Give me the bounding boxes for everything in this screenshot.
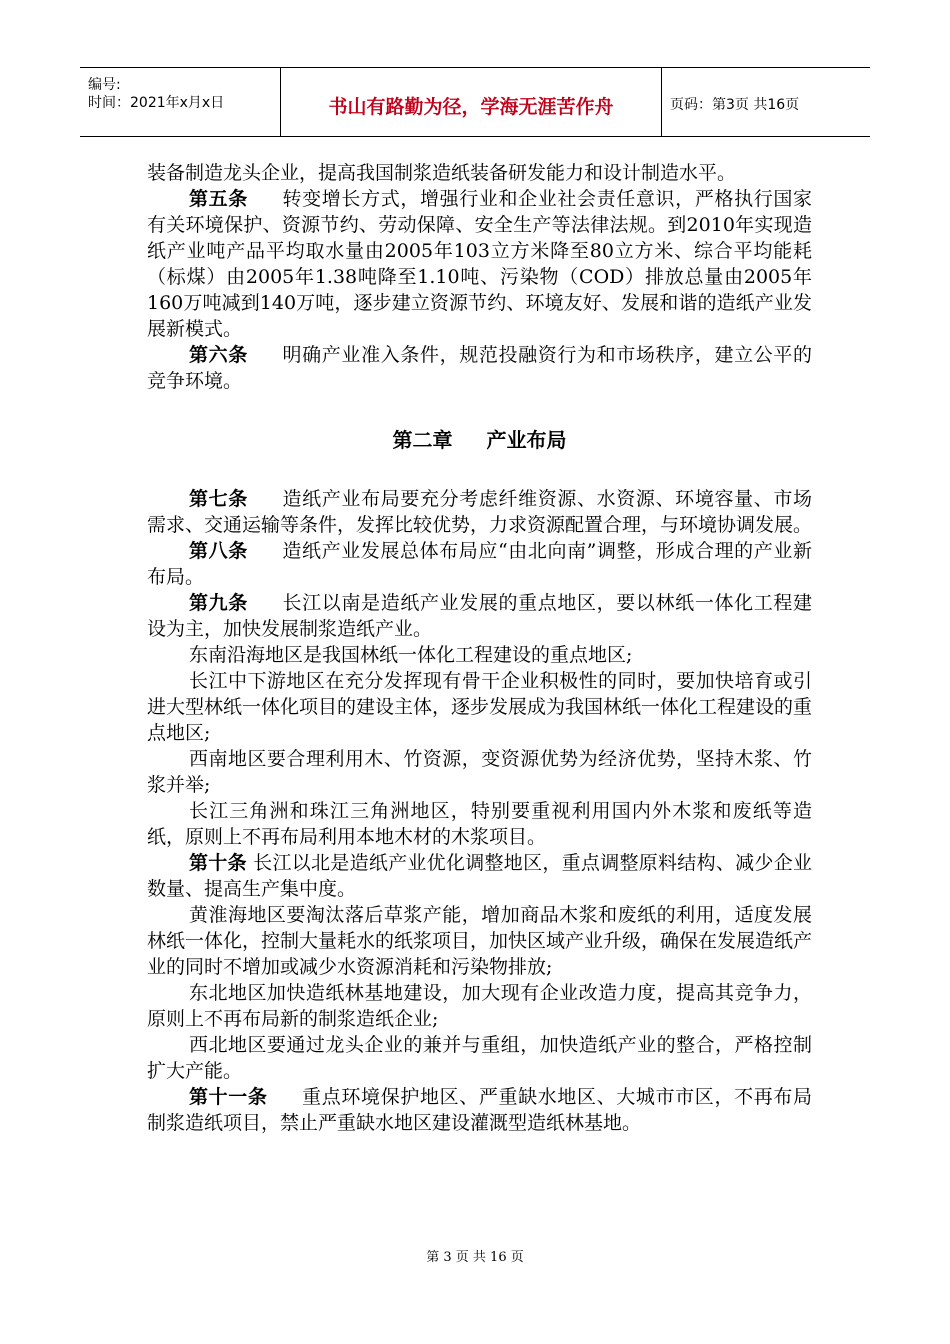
article-10-title: 第十条 — [189, 852, 247, 874]
header-motto-cell — [281, 68, 662, 136]
article-10-item-a: 黄淮海地区要淘汰落后草浆产能，增加商品木浆和废纸的利用，适度发展林纸一体化，控制大量耗水的纸浆项目，加快区域产业升级，确保在发展造纸产业的同时不增加或减少水资源消耗和污染物排放; — [147, 904, 813, 978]
article-6 — [147, 342, 812, 394]
article-8 — [147, 538, 812, 590]
article-6-title: 第六条 — [189, 344, 248, 366]
document-body — [147, 160, 812, 1136]
header-page-cell — [662, 68, 870, 136]
article-10-item-c: 西北地区要通过龙头企业的兼并与重组，加快造纸产业的整合，严格控制扩大产能。 — [147, 1034, 812, 1082]
document-number-label: 编号: — [88, 77, 121, 93]
page-header — [80, 67, 870, 137]
article-9-text: 长江以南是造纸产业发展的重点地区，要以林纸一体化工程建设为主，加快发展制浆造纸产业。 — [147, 592, 812, 640]
article-10-item-b: 东北地区加快造纸林基地建设，加大现有企业改造力度，提高其竞争力，原则上不再布局新的制浆造纸企业; — [147, 982, 812, 1030]
header-page-number: 页码：第3页 共16页 — [670, 97, 800, 113]
article-11-title: 第十一条 — [189, 1086, 268, 1108]
article-10-text: 长江以北是造纸产业优化调整地区，重点调整原料结构、减少企业数量、提高生产集中度。 — [147, 852, 812, 900]
article-7-title: 第七条 — [189, 488, 248, 510]
chapter-heading — [147, 424, 812, 453]
article-5-title: 第五条 — [189, 188, 248, 210]
article-10 — [147, 850, 812, 902]
article-8-title: 第八条 — [189, 540, 248, 562]
document-time-label: 时间：2021年x月x日 — [88, 95, 225, 111]
article-6-text: 明确产业准入条件，规范投融资行为和市场秩序，建立公平的竞争环境。 — [147, 344, 812, 392]
article-7 — [147, 486, 812, 538]
header-meta-cell — [80, 68, 281, 136]
chapter-title: 产业布局 — [486, 428, 567, 452]
continued-paragraph: 装备制造龙头企业，提高我国制浆造纸装备研发能力和设计制造水平。 — [147, 162, 737, 184]
chapter-number: 第二章 — [392, 428, 453, 452]
article-9-title: 第九条 — [189, 592, 248, 614]
article-9-item-a: 东南沿海地区是我国林纸一体化工程建设的重点地区; — [189, 644, 633, 666]
article-8-text: 造纸产业发展总体布局应“由北向南”调整，形成合理的产业新布局。 — [147, 540, 812, 588]
header-motto: 书山有路勤为径，学海无涯苦作舟 — [328, 96, 614, 118]
article-5-text: 转变增长方式，增强行业和企业社会责任意识，严格执行国家有关环境保护、资源节约、劳动保障、安全生产等法律法规。到2010年实现造纸产业吨产品平均取水量由2005年103立方米降至80立方米、综合平均能耗（标煤）由2005年1.38吨降至1.10吨、污染物（COD）排放总量由2005年160万吨减到140万吨，逐步建立资源节约、环境友好、发展和谐的造纸产业发展新模式。 — [147, 188, 812, 340]
article-9-item-b: 长江中下游地区在充分发挥现有骨干企业积极性的同时，要加快培育或引进大型林纸一体化项目的建设主体，逐步发展成为我国林纸一体化工程建设的重点地区; — [147, 670, 813, 744]
article-7-text: 造纸产业布局要充分考虑纤维资源、水资源、环境容量、市场需求、交通运输等条件，发挥比较优势，力求资源配置合理，与环境协调发展。 — [147, 488, 813, 536]
article-5 — [147, 186, 812, 342]
article-9-item-d: 长江三角洲和珠江三角洲地区，特别要重视利用国内外木浆和废纸等造纸，原则上不再布局利用本地木材的木浆项目。 — [147, 800, 812, 848]
article-9-item-c: 西南地区要合理利用木、竹资源，变资源优势为经济优势，坚持木浆、竹浆并举; — [147, 748, 812, 796]
article-11 — [147, 1084, 812, 1136]
article-11-text: 重点环境保护地区、严重缺水地区、大城市市区，不再布局制浆造纸项目，禁止严重缺水地区建设灌溉型造纸林基地。 — [147, 1086, 812, 1134]
page-footer: 第 3 页 共 16 页 — [426, 1250, 524, 1265]
article-9 — [147, 590, 812, 642]
